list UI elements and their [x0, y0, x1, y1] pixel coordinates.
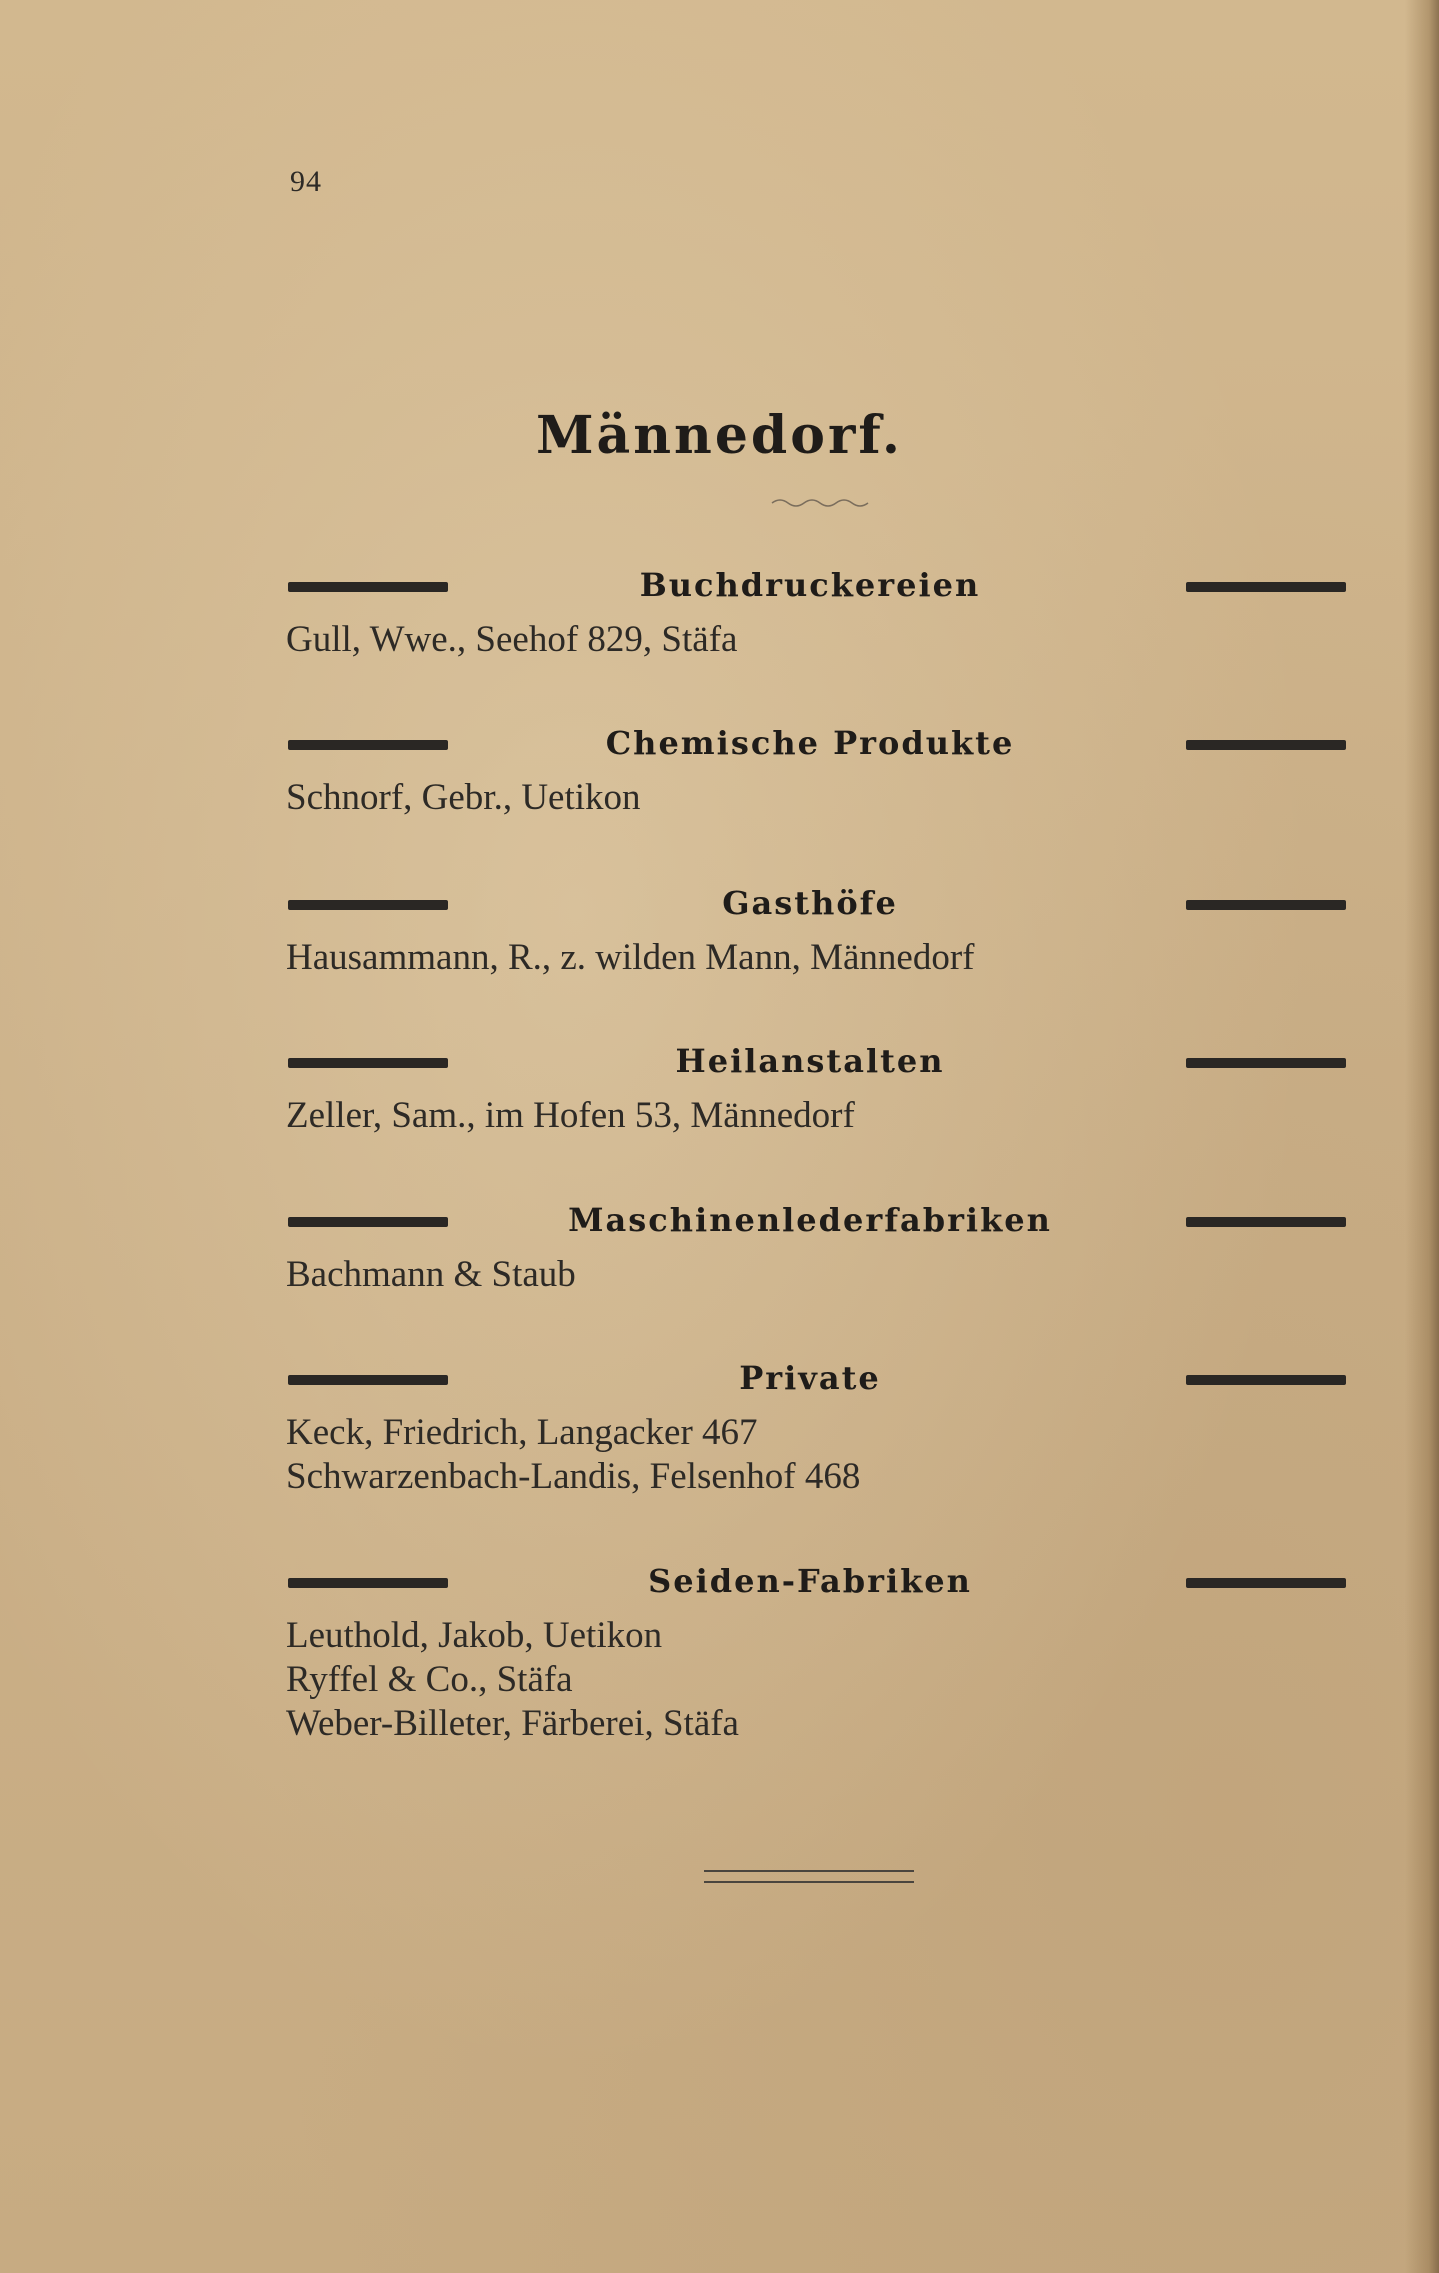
section-heading-row: [0, 1038, 1439, 1086]
heading-rule-left: [288, 1217, 448, 1227]
section-heading-row: [0, 562, 1439, 610]
section-entries: [286, 1253, 1439, 1297]
heading-rule-right: [1186, 1375, 1346, 1385]
section-entries: [286, 1614, 1439, 1746]
heading-rule-right: [1186, 740, 1346, 750]
heading-rule-left: [288, 1375, 448, 1385]
section-seiden-fabriken: [0, 1558, 1439, 1746]
section-entries: [286, 936, 1439, 980]
entry: Bachmann & Staub: [286, 1254, 576, 1295]
closing-double-rule: [704, 1870, 914, 1883]
heading-rule-left: [288, 1578, 448, 1588]
heading-rule-right: [1186, 900, 1346, 910]
section-entries: [286, 618, 1439, 662]
section-heading: Heilanstalten: [675, 1042, 945, 1080]
heading-rule-left: [288, 900, 448, 910]
section-heading: Seiden-Fabriken: [648, 1562, 972, 1600]
section-heading-row: [0, 1197, 1439, 1245]
section-heading: Buchdruckereien: [639, 566, 981, 604]
heading-rule-right: [1186, 582, 1346, 592]
heading-rule-right: [1186, 1217, 1346, 1227]
section-heading: Private: [739, 1359, 881, 1397]
entry: Hausammann, R., z. wilden Mann, Männedorf: [286, 937, 975, 978]
section-heading-row: [0, 720, 1439, 768]
heading-rule-left: [288, 1058, 448, 1068]
section-heading: Chemische Produkte: [605, 724, 1015, 762]
section-heading: Gasthöfe: [722, 884, 898, 922]
heading-rule-right: [1186, 1578, 1346, 1588]
section-chemische-produkte: [0, 720, 1439, 820]
section-heading: Maschinenlederfabriken: [568, 1201, 1052, 1239]
section-entries: [286, 776, 1439, 820]
place-title: Männedorf.: [535, 405, 903, 466]
entry: Schwarzenbach-Landis, Felsenhof 468: [286, 1456, 861, 1497]
section-heilanstalten: [0, 1038, 1439, 1138]
entry: Keck, Friedrich, Langacker 467: [286, 1412, 758, 1453]
page-number: 94: [290, 165, 322, 198]
section-heading-row: [0, 880, 1439, 928]
entry: Ryffel & Co., Stäfa: [286, 1659, 573, 1700]
heading-rule-left: [288, 740, 448, 750]
entry: Schnorf, Gebr., Uetikon: [286, 777, 641, 818]
section-entries: [286, 1411, 1439, 1499]
section-maschinenlederfabriken: [0, 1197, 1439, 1297]
section-heading-row: [0, 1558, 1439, 1606]
entry: Gull, Wwe., Seehof 829, Stäfa: [286, 619, 738, 660]
section-entries: [286, 1094, 1439, 1138]
heading-rule-left: [288, 582, 448, 592]
ornament-squiggle: [770, 496, 870, 510]
section-gasthoefe: [0, 880, 1439, 980]
entry: Zeller, Sam., im Hofen 53, Männedorf: [286, 1095, 855, 1136]
entry: Leuthold, Jakob, Uetikon: [286, 1615, 663, 1656]
heading-rule-right: [1186, 1058, 1346, 1068]
section-heading-row: [0, 1355, 1439, 1403]
section-private: [0, 1355, 1439, 1499]
entry: Weber-Billeter, Färberei, Stäfa: [286, 1703, 739, 1744]
section-buchdruckereien: [0, 562, 1439, 662]
